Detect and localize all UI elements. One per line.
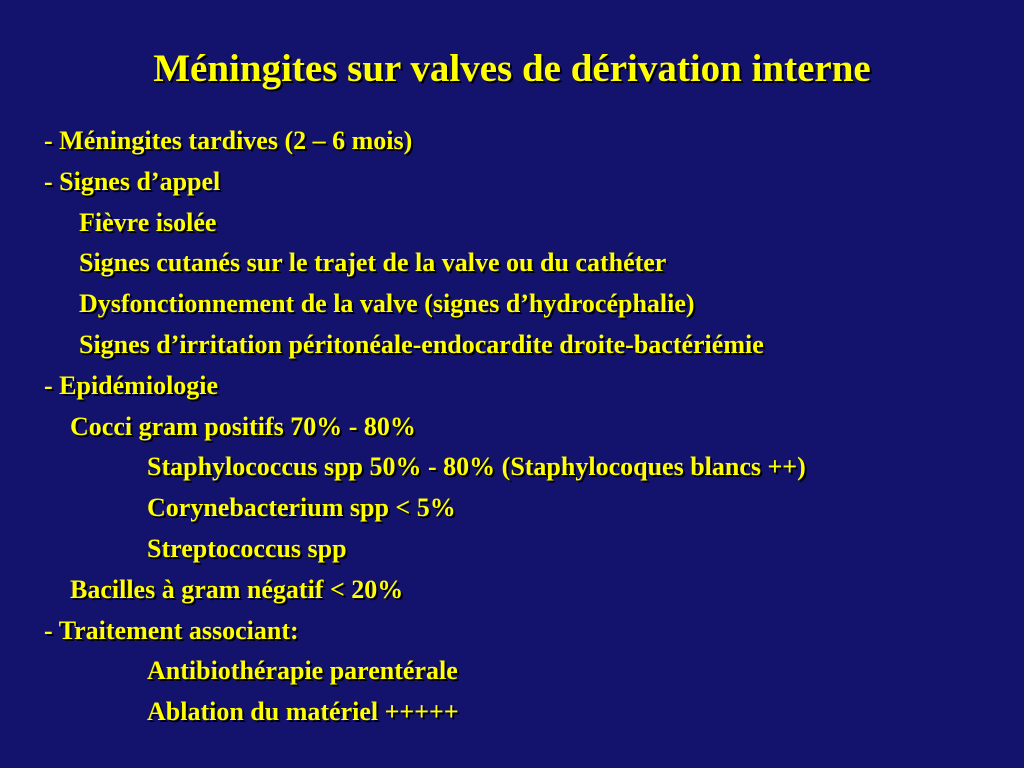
- sub-item-signes-cutanes: Signes cutanés sur le trajet de la valve ou du cathéter: [79, 248, 667, 278]
- bullet-signes-appel: - Signes d’appel: [44, 166, 221, 196]
- sub-sub-item-streptococcus: Streptococcus spp: [147, 533, 347, 563]
- sub-sub-item-antibiotherapie: Antibiothérapie parentérale: [147, 656, 458, 686]
- sub-item-bacilles: Bacilles à gram négatif < 20%: [70, 574, 404, 604]
- sub-sub-item-ablation: Ablation du matériel +++++: [147, 697, 459, 727]
- sub-item-dysfonctionnement: Dysfonctionnement de la valve (signes d’hydrocéphalie): [79, 289, 695, 319]
- sub-item-cocci: Cocci gram positifs 70% - 80%: [70, 411, 416, 441]
- bullet-epidemiologie: - Epidémiologie: [44, 370, 219, 400]
- bullet-meningites-tardives: - Méningites tardives (2 – 6 mois): [44, 126, 413, 155]
- bullet-traitement: - Traitement associant:: [44, 615, 299, 645]
- sub-sub-item-staphylococcus: Staphylococcus spp 50% - 80% (Staphylocoques blancs ++): [147, 452, 806, 482]
- slide-body: [0, 121, 1024, 733]
- sub-item-fievre: Fièvre isolée: [79, 207, 217, 237]
- slide-title: Méningites sur valves de dérivation interne: [153, 47, 871, 90]
- sub-sub-item-corynebacterium: Corynebacterium spp < 5%: [147, 493, 456, 523]
- sub-item-irritation: Signes d’irritation péritonéale-endocardite droite-bactériémie: [79, 329, 764, 359]
